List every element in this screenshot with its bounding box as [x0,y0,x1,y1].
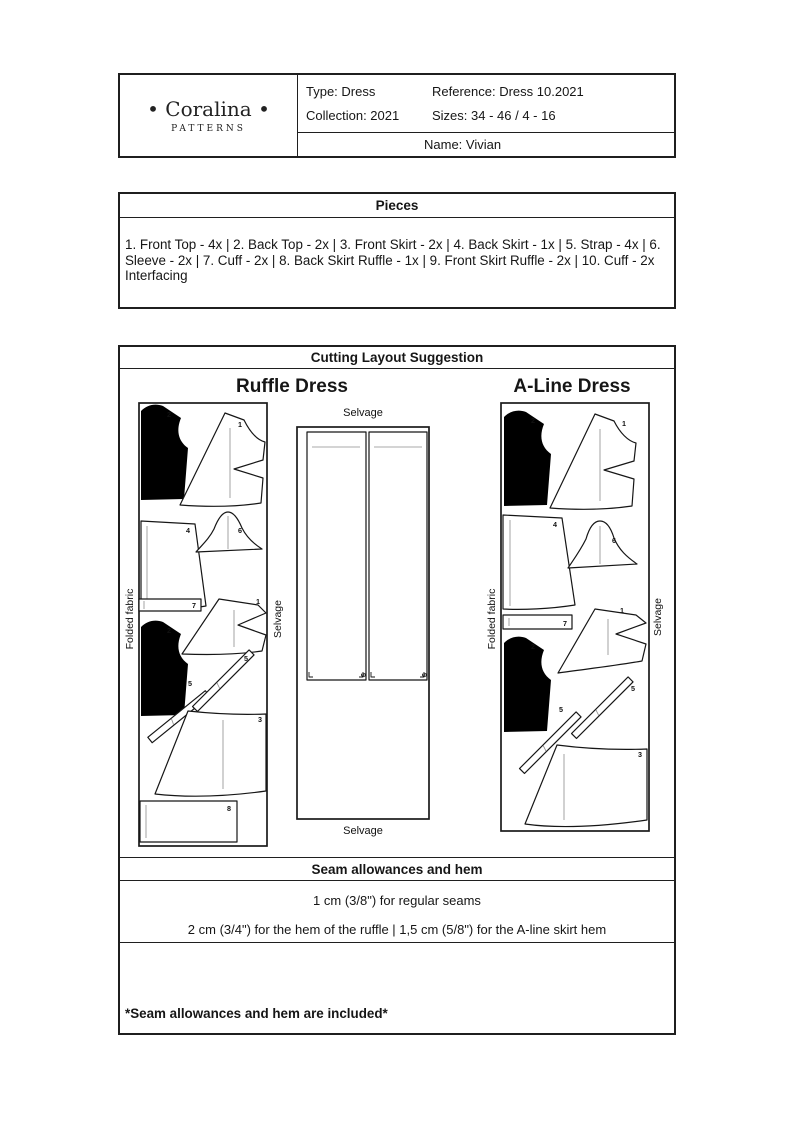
brand-name: • Coralina • [147,97,270,121]
piece-label: 4 [186,526,190,535]
brand-logo [120,75,298,156]
cutting-layouts [120,371,674,857]
piece-label: 2 [531,642,535,651]
piece-label: 9 [420,673,429,677]
piece-back-skirt [503,515,575,609]
seam-hem: 2 cm (3/4") for the hem of the ruffle | 1,5 cm (5/8") for the A-line skirt hem [187,922,607,937]
piece-label: 1 [622,419,626,428]
pattern-name: Name: Vivian [298,132,674,156]
piece-front-skirt-ruffle-2 [369,432,427,680]
ruffle-layout-diagram [138,402,268,847]
piece-label: 4 [553,520,557,529]
piece-label: 5 [244,654,248,663]
brand-subtitle: PATTERNS [171,124,246,134]
piece-front-skirt-ruffle-1 [307,432,366,680]
piece-label: 6 [612,536,616,545]
piece-label: 7 [192,601,196,610]
selvage-label-aline: Selvage [652,598,664,636]
pieces-list: 1. Front Top - 4x | 2. Back Top - 2x | 3. Front Skirt - 2x | 4. Back Skirt - 1x | 5. Strap - 4x | 6. Sleeve - 2x | 7. Cuff - 2x | 8. Back Skirt Ruffle - 1x | 9. Front Skirt Ruffle - 2x | 10. Cuff - 2x Interfacing [125,237,661,284]
note-row [120,943,674,1033]
piece-label: 1 [256,597,260,606]
pattern-collection: Collection: 2021 [306,108,400,123]
piece-back-skirt-ruffle [140,801,237,842]
folded-fabric-label-aline: Folded fabric [486,588,498,650]
pattern-sizes: Sizes: 34 - 46 / 4 - 16 [432,108,556,123]
piece-label: 2 [167,410,171,419]
piece-label: 5 [559,705,563,714]
piece-label: 7 [563,619,567,628]
piece-back-skirt [141,521,206,610]
piece-label: 1 [238,420,242,429]
seam-regular: 1 cm (3/8") for regular seams [313,893,481,908]
seam-allowances-title: Seam allowances and hem [120,857,674,881]
piece-label: 3 [638,750,642,759]
cutting-layout-title: Cutting Layout Suggestion [120,347,674,369]
seam-included-note: *Seam allowances and hem are included* [125,1006,388,1021]
pieces-box [118,192,676,309]
selvage-label-middle-bottom: Selvage [343,825,383,837]
ruffle-dress-heading: Ruffle Dress [236,376,348,397]
piece-label: 1 [620,606,624,615]
pieces-title: Pieces [120,194,674,218]
piece-label: 2 [167,626,171,635]
seam-allowances-body [120,883,674,943]
ruffle-fabric-panel-diagram [296,426,430,820]
piece-label: 2 [531,416,535,425]
header-fields [298,75,674,156]
piece-label: 5 [631,684,635,693]
piece-cuff [503,615,572,629]
cutting-layout-box [118,345,676,1035]
pattern-reference: Reference: Dress 10.2021 [432,84,584,99]
piece-label: 6 [238,526,242,535]
piece-label: 8 [227,804,231,813]
piece-label: 5 [188,679,192,688]
folded-fabric-label-ruffle: Folded fabric [124,588,136,650]
piece-label: 3 [258,715,262,724]
aline-dress-heading: A-Line Dress [513,376,631,397]
pattern-type: Type: Dress [306,84,376,99]
selvage-label-middle-top: Selvage [343,407,383,419]
selvage-label-ruffle: Selvage [272,600,284,638]
header-table [118,73,676,158]
piece-label: 9 [359,673,368,677]
aline-layout-diagram [500,402,650,832]
